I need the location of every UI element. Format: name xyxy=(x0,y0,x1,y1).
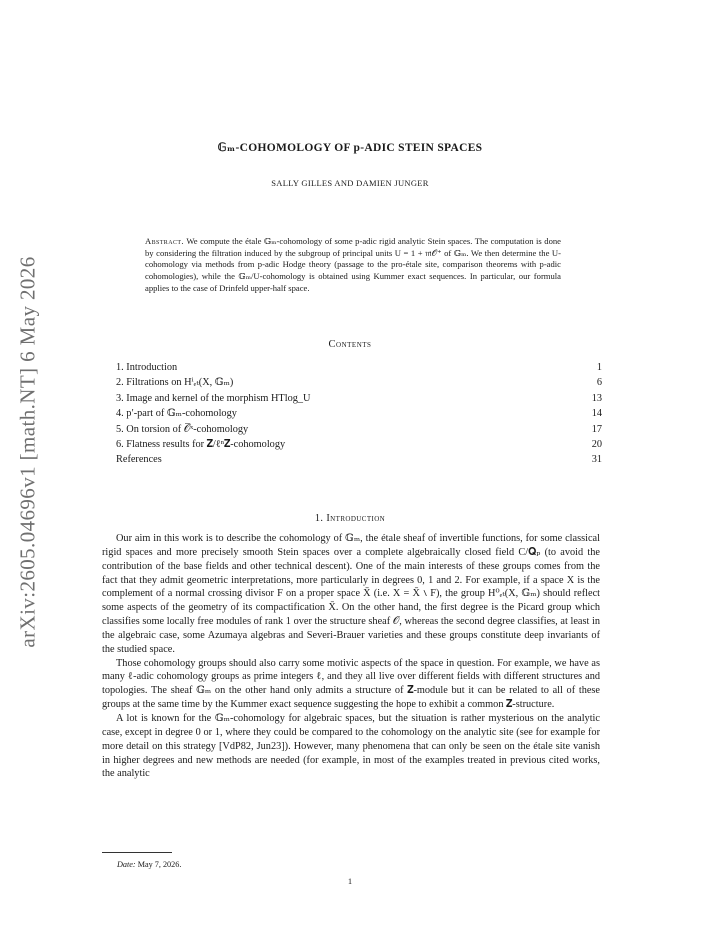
paper-title: 𝔾ₘ-COHOMOLOGY OF p-ADIC STEIN SPACES xyxy=(217,142,483,154)
toc-entry-page: 1 xyxy=(596,362,602,373)
toc-entry-label: 2. Filtrations on Hⁱₑₜ(X, 𝔾ₘ) xyxy=(116,377,234,389)
toc-entry[interactable] xyxy=(116,437,602,452)
toc-entry-page: 31 xyxy=(591,454,602,466)
footnote-text: May 7, 2026. xyxy=(137,860,182,869)
toc-entry-label: 6. Flatness results for 𝐙/ℓⁿ𝐙-cohomology xyxy=(116,438,286,450)
toc-entry-page: 17 xyxy=(591,423,602,435)
introduction-body xyxy=(102,532,600,781)
toc-entry-page: 13 xyxy=(591,392,602,404)
body-paragraph: Those cohomology groups should also carry some motivic aspects of the space in question. For example, we have as many ℓ-adic cohomology groups as prime integers ℓ, and they all live over different fields with different structures and topologies. The sheaf 𝔾ₘ on the other hand only admits a structure of 𝐙-module but it can be related to all of these groups at the same time by the Kummer exact sequence suggesting the hope to exhibit a common 𝐙-structure. xyxy=(102,657,600,711)
body-paragraph: A lot is known for the 𝔾ₘ-cohomology for algebraic spaces, but the situation is rather mysterious on the analytic case, except in degree 0 or 1, where they could be compared to the cohomology on the analytic site (see for example for more detail on this strategy [VdP82, Jun23]). However, many phenomena that can only be seen on the étale site vanish in higher degrees and new methods are needed (for example, in most of the examples treated in previous cited works, the analytic xyxy=(102,712,600,780)
abstract-label: Abstract. xyxy=(145,236,184,246)
toc-entry-label: References xyxy=(116,454,162,466)
toc-entry[interactable] xyxy=(116,375,602,390)
paper-authors: SALLY GILLES AND DAMIEN JUNGER xyxy=(271,178,429,188)
toc-entry[interactable] xyxy=(116,422,602,437)
toc-entry-page: 6 xyxy=(596,377,602,389)
toc-entry-label: 3. Image and kernel of the morphism HTlog_U xyxy=(116,392,311,404)
footnote-rule xyxy=(102,852,172,853)
toc-entry[interactable] xyxy=(116,360,602,375)
toc-entry-label: 5. On torsion of 𝒪̅ˣ-cohomology xyxy=(116,423,249,435)
toc-entry-page: 20 xyxy=(591,438,602,450)
page-number: 1 xyxy=(347,876,353,886)
footnote xyxy=(117,860,181,869)
arxiv-identifier-strip xyxy=(6,245,50,660)
table-of-contents xyxy=(116,360,602,468)
abstract-block xyxy=(145,236,561,295)
toc-entry-label: 4. p′-part of 𝔾ₘ-cohomology xyxy=(116,408,237,420)
toc-entry[interactable] xyxy=(116,406,602,421)
arxiv-identifier: arXiv:2605.04696v1 [math.NT] 6 May 2026 xyxy=(15,256,40,648)
toc-entry-page: 14 xyxy=(591,408,602,420)
footnote-label: Date: xyxy=(117,860,136,869)
toc-title: Contents xyxy=(328,339,372,350)
toc-entry[interactable] xyxy=(116,452,602,467)
toc-entry-label: 1. Introduction xyxy=(116,362,178,373)
section-heading: 1. Introduction xyxy=(314,513,386,524)
body-paragraph: Our aim in this work is to describe the cohomology of 𝔾ₘ, the étale sheaf of invertible functions, for some classical rigid spaces and more precisely smooth Stein spaces over a complete algebraically closed field C/𝐐ₚ (to avoid the contribution of the base fields and other technical descent). One of the main interests of these groups comes from the fact that they admit geometric interpretations, more particularly in degrees 0, 1 and 2. For example, if a space X is the complement of a normal crossing divisor F on a proper space X̄ (i.e. X = X̄ ∖ F), the group H⁰ₑₜ(X, 𝔾ₘ) should reflect some aspects of the geometry of its compactification X̄. On the other hand, the first degree is the Picard group which classifies some locally free modules of rank 1 over the structure sheaf 𝒪, whereas the second degree classifies, at least in the algebraic case, some Azumaya algebras and Severi-Brauer varieties and these groups constitute deep invariants of the studied space. xyxy=(102,533,600,655)
abstract-text: We compute the étale 𝔾ₘ-cohomology of some p-adic rigid analytic Stein spaces. The computation is done by considering the filtration induced by the subgroup of principal units U = 1 + 𝔪𝒪⁺ of 𝔾ₘ. We then determine the U-cohomology via methods from p-adic Hodge theory (passage to the pro-étale site, comparison theorems with p-adic cohomologies), while the 𝔾ₘ/U-cohomology is obtained using Kummer exact sequences. In particular, our formula applies to the case of Drinfeld upper-half space. xyxy=(145,236,561,293)
toc-entry[interactable] xyxy=(116,391,602,406)
